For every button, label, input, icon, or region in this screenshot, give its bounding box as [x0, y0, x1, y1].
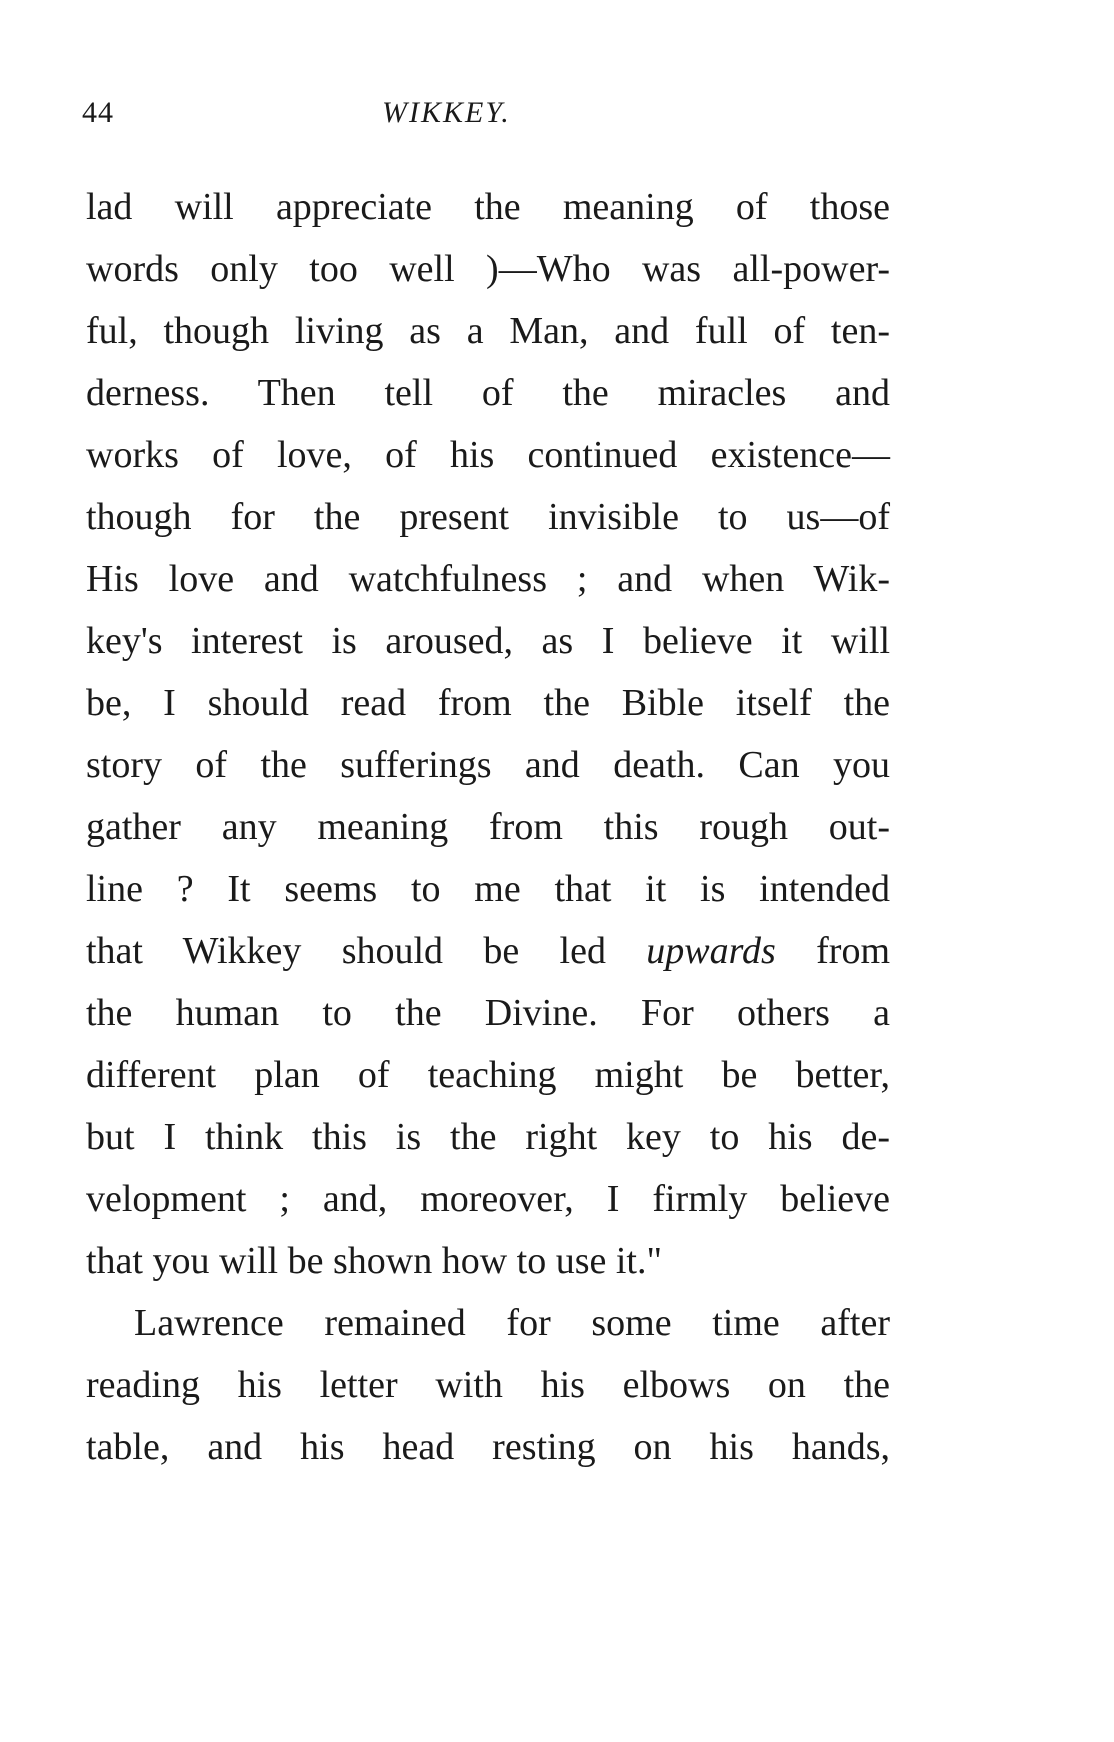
text-line: line ? It seems to me that it is intended [86, 868, 890, 910]
text-line: but I think this is the right key to his de- [86, 1116, 890, 1158]
text-line: be, I should read from the Bible itself the [86, 682, 890, 724]
text-line: that you will be shown how to use it." [86, 1240, 662, 1282]
text-line: His love and watchfulness ; and when Wik- [86, 558, 890, 600]
page-number: 44 [82, 96, 114, 129]
text-line: reading his letter with his elbows on the [86, 1364, 890, 1406]
text-line: velopment ; and, moreover, I firmly believe [86, 1178, 890, 1220]
text-line: the human to the Divine. For others a [86, 992, 890, 1034]
text-line: key's interest is aroused, as I believe it will [86, 620, 890, 662]
text-segment: from [775, 930, 890, 972]
text-segment: that Wikkey should be led [86, 930, 647, 972]
text-line: works of love, of his continued existence— [86, 434, 890, 476]
text-line: different plan of teaching might be better, [86, 1054, 890, 1096]
page-header [82, 96, 892, 146]
text-line: story of the sufferings and death. Can you [86, 744, 890, 786]
text-line: Lawrence remained for some time after [134, 1302, 890, 1344]
running-title: WIKKEY. [382, 96, 511, 129]
text-line: though for the present invisible to us—of [86, 496, 890, 538]
body-text [86, 176, 890, 1478]
text-line: table, and his head resting on his hands, [86, 1426, 890, 1468]
text-line: derness. Then tell of the miracles and [86, 372, 890, 414]
emphasis-word: upwards [646, 930, 776, 972]
text-line: words only too well )—Who was all-power- [86, 248, 890, 290]
text-line: gather any meaning from this rough out- [86, 806, 890, 848]
text-line-with-emphasis [86, 920, 890, 982]
text-line: lad will appreciate the meaning of those [86, 186, 890, 228]
text-line: ful, though living as a Man, and full of ten- [86, 310, 890, 352]
